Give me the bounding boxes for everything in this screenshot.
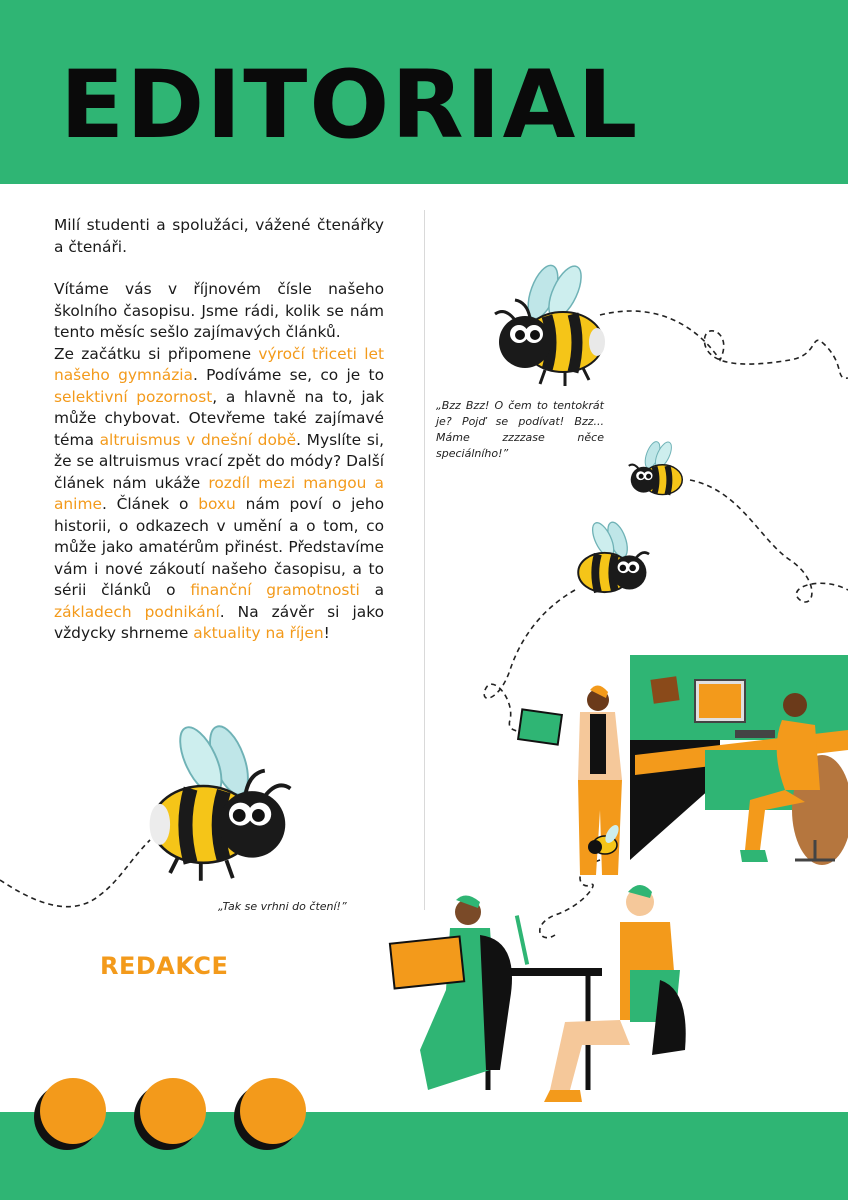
bee-head xyxy=(612,555,646,589)
highlight-boxing: boxu xyxy=(198,495,236,513)
text-run: nám poví o jeho historii, o odkazech v umění a o tom, co může jako amatérům přinést. Představíme vám i nové zákoutí našeho časopisu, a to sérii článků o xyxy=(54,495,385,599)
tablet-icon xyxy=(390,936,464,988)
circle-decoration xyxy=(134,1078,214,1148)
page-title: EDITORIAL xyxy=(60,51,640,160)
intro-paragraph: Vítáme vás v říjnovém čísle našeho školního časopisu. Jsme rádi, kolik se nám tento měsíc sešlo zajímavých článků. xyxy=(54,280,384,341)
bee-head xyxy=(631,467,657,493)
circle-decoration xyxy=(234,1078,314,1148)
laptop-icon xyxy=(518,709,562,744)
footer-banner xyxy=(0,1112,848,1200)
signature: REDAKCE xyxy=(100,952,229,980)
text-run: ! xyxy=(323,624,330,642)
office-illustration xyxy=(390,650,848,1112)
text-run: . Myslíte si, že se altruismus vrací zpět do módy? Další článek nám ukáže xyxy=(54,430,385,492)
bee-illustration xyxy=(620,440,692,502)
bee-head xyxy=(219,791,286,858)
highlight-altruism: altruismus v dnešní době xyxy=(99,430,297,449)
text-run: Ze začátku si připomene xyxy=(54,344,259,363)
highlight-manga-anime: rozdíl mezi mangou a anime xyxy=(54,473,384,513)
text-run: . Podíváme se, co je to xyxy=(192,366,384,384)
text-run: . Na závěr si jako vždycky shrneme xyxy=(54,602,384,642)
circle-decoration xyxy=(34,1078,114,1148)
text-run: , a hlavně na to, jak může chybovat. Otevřeme také zajímavé téma xyxy=(54,387,384,449)
text-run: a xyxy=(359,581,385,599)
bee-illustration xyxy=(485,262,615,387)
highlight-selective-attention: selektivní pozornost xyxy=(54,387,213,406)
highlight-anniversary: výročí třiceti let našeho gymnázia xyxy=(54,344,384,384)
bee-illustration xyxy=(135,722,305,882)
highlight-business-basics: základech podnikání xyxy=(54,602,220,621)
bee-illustration xyxy=(568,520,658,602)
highlight-october-news: aktuality na říjen xyxy=(193,624,324,642)
text-run: . Článek o xyxy=(101,495,199,513)
highlight-financial-literacy: finanční gramotnosti xyxy=(190,581,360,599)
greeting-paragraph: Milí studenti a spolužáci, vážené čtenářky a čtenáři. xyxy=(54,216,384,256)
bee-quote: „Bzz Bzz! O čem to tentokrát je? Pojď se podívat! Bzz... Máme zzzzase něce speciálního!” xyxy=(436,399,604,460)
reading-quote: „Tak se vrhni do čtení!” xyxy=(218,900,347,913)
bee-head xyxy=(499,316,551,368)
